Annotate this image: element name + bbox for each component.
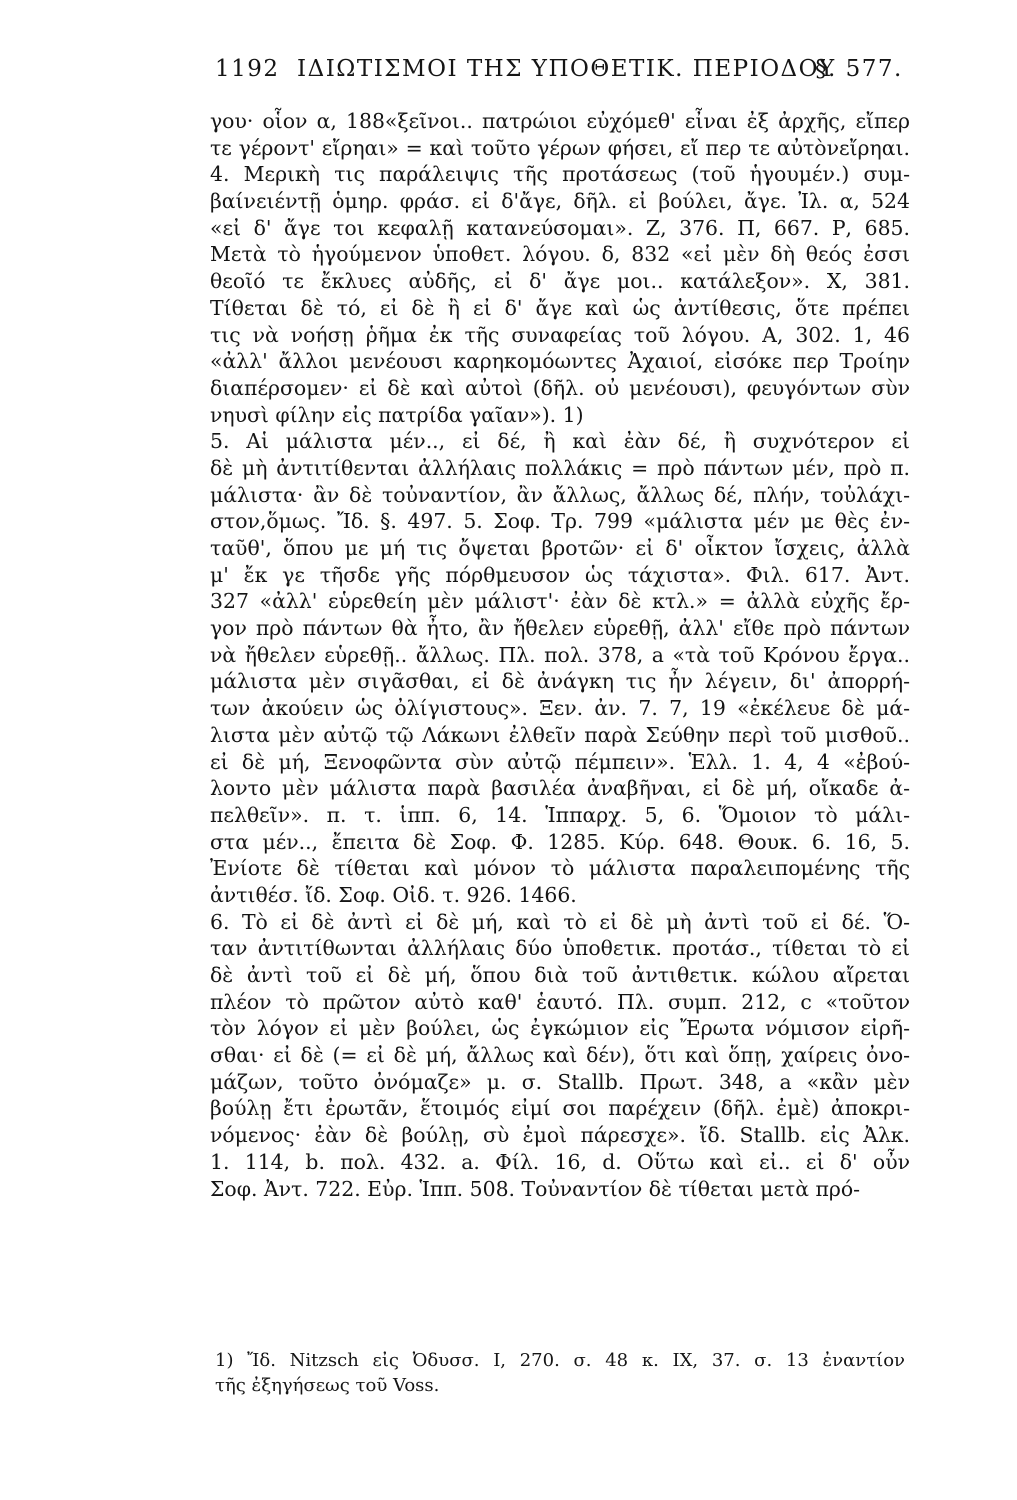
text-line: 327 «ἀλλ' εὑρεθείη μὲν μάλιστ'· ἐὰν δὲ κτλ.» = ἀλλὰ εὐχῆς ἔρ- <box>210 589 910 614</box>
text-line: γου· οἷον α, 188«ξεῖνοι.. πατρώιοι εὐχόμεθ' εἶναι ἐξ ἀρχῆς, εἴπερ <box>210 109 910 133</box>
footnote-block <box>215 1348 905 1398</box>
text-line: νόμενος· ἐὰν δὲ βούλῃ, σὺ ἐμοὶ πάρεσχε». ἴδ. Stallb. εἰς Ἀλκ. <box>210 1123 910 1148</box>
text-line: 6. Τὸ εἰ δὲ ἀντὶ εἰ δὲ μή, καὶ τὸ εἰ δὲ μὴ ἀντὶ τοῦ εἰ δέ. Ὅ- <box>210 909 910 934</box>
text-line: νὰ ἤθελεν εὑρεθῇ.. ἄλλως. Πλ. πολ. 378, a «τὰ τοῦ Κρόνου ἔργα.. <box>210 642 910 667</box>
text-line: ταῦθ', ὅπου με μή τις ὄψεται βροτῶν· εἰ δ' οἶκτον ἴσχεις, ἀλλὰ <box>210 536 910 560</box>
page-number: 1192 <box>215 56 280 82</box>
text-line: μάζων, τοῦτο ὀνόμαζε» μ. σ. Stallb. Πρωτ. 348, a «κἂν μὲν <box>210 1069 910 1094</box>
text-line: γον πρὸ πάντων θὰ ἦτο, ἂν ἤθελεν εὑρεθῇ, ἀλλ' εἴθε πρὸ πάντων <box>210 616 910 641</box>
text-line: διαπέρσομεν· εἰ δὲ καὶ αὐτοὶ (δῆλ. οὐ μενέουσι), φευγόντων σὺν <box>210 375 910 400</box>
text-line: πλέον τὸ πρῶτον αὐτὸ καθ' ἑαυτό. Πλ. συμπ. 212, c «τοῦτον <box>210 989 910 1014</box>
text-line: βούλῃ ἔτι ἐρωτᾶν, ἕτοιμός εἰμί σοι παρέχειν (δῆλ. ἐμὲ) ἀποκρι- <box>210 1096 910 1121</box>
running-title: ΙΔΙΩΤΙΣΜΟΙ ΤΗΣ ΥΠΟΘΕΤΙΚ. ΠΕΡΙΟΔΟΥ <box>297 56 836 82</box>
text-line: δὲ ἀντὶ τοῦ εἰ δὲ μή, ὅπου διὰ τοῦ ἀντιθετικ. κώλου αἴρεται <box>210 963 910 987</box>
text-line: 1. 114, b. πολ. 432. a. Φίλ. 16, d. Οὕτω καὶ εἰ.. εἰ δ' οὖν <box>210 1149 910 1174</box>
text-line: 4. Μερικὴ τις παράλειψις τῆς προτάσεως (τοῦ ἡγουμέν.) συμ- <box>210 162 910 187</box>
text-line: Σοφ. Ἀντ. 722. Εὐρ. Ἱππ. 508. Τοὐναντίον δὲ τίθεται μετὰ πρό- <box>210 1176 861 1201</box>
text-line: πελθεῖν». π. τ. ἱππ. 6, 14. Ἱππαρχ. 5, 6. Ὅμοιον τὸ μάλι- <box>210 802 910 827</box>
text-line: Τίθεται δὲ τό, εἰ δὲ ἢ εἰ δ' ἄγε καὶ ὡς ἀντίθεσις, ὅτε πρέπει <box>210 295 910 320</box>
text-line: ταν ἀντιτίθωνται ἀλλήλαις δύο ὑποθετικ. προτάσ., τίθεται τὸ εἰ <box>210 936 910 961</box>
main-text-block <box>210 108 910 1202</box>
text-line: βαίνειέντῇ ὁμηρ. φράσ. εἰ δ'ἄγε, δῆλ. εἰ βούλει, ἄγε. Ἰλ. α, 524 <box>210 189 910 214</box>
text-line: τις νὰ νοήσῃ ῥῆμα ἐκ τῆς συναφείας τοῦ λόγου. Α, 302. 1, 46 <box>210 322 910 347</box>
text-line: ἀντιθέσ. ἴδ. Σοφ. Οἰδ. τ. 926. 1466. <box>210 882 577 907</box>
text-line: «εἰ δ' ἄγε τοι κεφαλῇ κατανεύσομαι». Ζ, 376. Π, 667. Ρ, 685. <box>210 215 910 240</box>
text-line: Ἐνίοτε δὲ τίθεται καὶ μόνον τὸ μάλιστα παραλειπομένης τῆς <box>210 856 910 881</box>
text-line: εἰ δὲ μή, Ξενοφῶντα σὺν αὐτῷ πέμπειν». Ἑλλ. 1. 4, 4 «ἐβού- <box>210 749 910 774</box>
text-line: στον,ὅμως. Ἴδ. §. 497. 5. Σοφ. Τρ. 799 «μάλιστα μέν με θὲς ἐν- <box>210 509 910 534</box>
section-reference: §. 577. <box>815 56 903 82</box>
text-line: 5. Αἱ μάλιστα μέν.., εἰ δέ, ἢ καὶ ἐὰν δέ, ἢ συχνότερον εἰ <box>210 429 910 454</box>
text-line: τε γέροντ' εἴρηαι» = καὶ τοῦτο γέρων φήσει, εἴ περ τε αὐτὸνεἴρηαι. <box>210 135 910 160</box>
footnote-line: 1) Ἴδ. Nitzsch εἰς Ὀδυσσ. Ι, 270. σ. 48 κ. ΙΧ, 37. σ. 13 ἐναντίον <box>215 1350 905 1371</box>
text-line: τὸν λόγον εἰ μὲν βούλει, ὡς ἐγκώμιον εἰς Ἔρωτα νόμισον εἰρῆ- <box>210 1016 910 1041</box>
text-line: «ἀλλ' ἄλλοι μενέουσι καρηκομόωντες Ἀχαιοί, εἰσόκε περ Τροίην <box>210 349 910 374</box>
text-line: Μετὰ τὸ ἡγούμενον ὑποθετ. λόγου. δ, 832 «εἰ μὲν δὴ θεός ἐσσι <box>210 242 910 267</box>
text-line: μάλιστα μὲν σιγᾶσθαι, εἰ δὲ ἀνάγκη τις ἦν λέγειν, δι' ἀπορρή- <box>210 669 910 694</box>
footnote-line: τῆς ἐξηγήσεως τοῦ Voss. <box>215 1375 440 1396</box>
text-line: λοντο μὲν μάλιστα παρὰ βασιλέα ἀναβῆναι, εἰ δὲ μή, οἴκαδε ἀ- <box>210 776 910 801</box>
text-line: σθαι· εἰ δὲ (= εἰ δὲ μή, ἄλλως καὶ δέν), ὅτι καὶ ὅπῃ, χαίρεις ὀνο- <box>210 1043 910 1068</box>
text-line: μάλιστα· ἂν δὲ τοὐναντίον, ἂν ἄλλως, ἄλλως δέ, πλήν, τοὐλάχι- <box>210 482 910 507</box>
text-line: στα μέν.., ἔπειτα δὲ Σοφ. Φ. 1285. Κύρ. 648. Θουκ. 6. 16, 5. <box>210 829 910 854</box>
text-line: νηυσὶ φίλην εἰς πατρίδα γαῖαν»). 1) <box>210 402 584 427</box>
running-header <box>215 56 905 96</box>
text-line: των ἀκούειν ὡς ὀλίγιστους». Ξεν. ἀν. 7. 7, 19 «ἐκέλευε δὲ μά- <box>210 696 910 721</box>
text-line: δὲ μὴ ἀντιτίθενται ἀλλήλαις πολλάκις = πρὸ πάντων μέν, πρὸ π. <box>210 455 910 480</box>
text-line: θεοῖό τε ἔκλυες αὐδῆς, εἰ δ' ἄγε μοι.. κατάλεξον». Χ, 381. <box>210 269 910 294</box>
text-line: λιστα μὲν αὐτῷ τῷ Λάκωνι ἐλθεῖν παρὰ Σεύθην περὶ τοῦ μισθοῦ.. <box>210 722 910 747</box>
text-line: μ' ἔκ γε τῆσδε γῆς πόρθμευσον ὡς τάχιστα». Φιλ. 617. Ἀντ. <box>210 562 910 587</box>
